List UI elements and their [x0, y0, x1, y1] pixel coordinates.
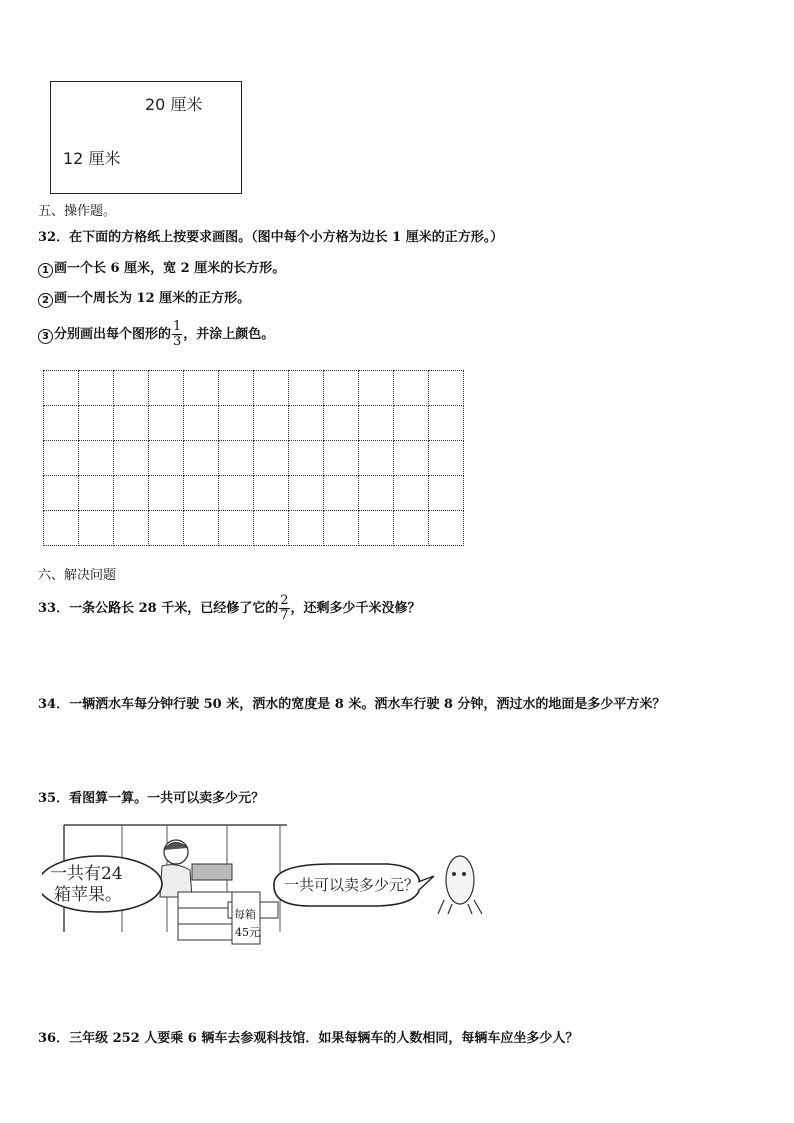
q32-item-3-text-before: 分别画出每个图形的 — [54, 327, 172, 342]
grid-cell[interactable] — [289, 511, 324, 546]
grid-cell[interactable] — [219, 406, 254, 441]
grid-cell[interactable] — [324, 441, 359, 476]
q34: 34．一辆洒水车每分钟行驶 50 米，洒水的宽度是 8 米。洒水车行驶 8 分钟，洒过水的地面是多少平方米？ — [38, 697, 666, 712]
grid-cell[interactable] — [394, 441, 429, 476]
circled-number-3: 3 — [38, 329, 53, 344]
q33-text-after: ，还剩多少千米没修？ — [290, 601, 421, 616]
grid-row — [44, 371, 464, 406]
bubble-right-text: 一共可以卖多少元？ — [284, 876, 420, 894]
grid-cell[interactable] — [149, 476, 184, 511]
bubble-left-line-1: 一共有24 — [50, 864, 123, 884]
section-six-heading: 六、解决问题 — [38, 568, 117, 583]
q33 — [38, 594, 421, 623]
grid-cell[interactable] — [254, 476, 289, 511]
circled-number-1: 1 — [38, 263, 53, 278]
grid-cell[interactable] — [219, 441, 254, 476]
grid-cell[interactable] — [359, 476, 394, 511]
q32-stem: 32．在下面的方格纸上按要求画图。（图中每个小方格为边长 1 厘米的正方形。） — [38, 230, 504, 245]
grid-cell[interactable] — [79, 476, 114, 511]
grid-cell[interactable] — [79, 441, 114, 476]
grid-cell[interactable] — [289, 371, 324, 406]
grid-cell[interactable] — [79, 371, 114, 406]
price-sign-line-1: 每箱 — [234, 908, 256, 921]
q32-item-1 — [38, 261, 285, 278]
q36: 36．三年级 252 人要乘 6 辆车去参观科技馆．如果每辆车的人数相同，每辆车应坐多少人？ — [38, 1031, 579, 1046]
fraction-numerator: 1 — [173, 319, 182, 334]
grid-cell[interactable] — [149, 371, 184, 406]
grid-cell[interactable] — [324, 406, 359, 441]
q32-item-3-text-after: ，并涂上颜色。 — [183, 327, 275, 342]
grid-cell[interactable] — [394, 476, 429, 511]
fraction-denominator: 3 — [173, 334, 182, 349]
section-five-heading: 五、操作题。 — [38, 204, 117, 219]
grid-cell[interactable] — [184, 476, 219, 511]
grid-cell[interactable] — [289, 441, 324, 476]
grid-cell[interactable] — [254, 371, 289, 406]
fraction-two-sevenths — [279, 594, 289, 623]
grid-cell[interactable] — [149, 511, 184, 546]
grid-cell[interactable] — [254, 406, 289, 441]
grid-cell[interactable] — [429, 406, 464, 441]
q32-item-1-text: 画一个长 6 厘米，宽 2 厘米的长方形。 — [54, 261, 286, 276]
grid-paper[interactable] — [43, 370, 473, 550]
grid-cell[interactable] — [429, 476, 464, 511]
grid-cell[interactable] — [114, 511, 149, 546]
grid-cell[interactable] — [289, 476, 324, 511]
grid-row — [44, 441, 464, 476]
grid-cell[interactable] — [114, 406, 149, 441]
price-sign-line-2: 45元 — [235, 926, 260, 939]
grid-cell[interactable] — [184, 371, 219, 406]
q32-item-2 — [38, 291, 250, 308]
grid-row — [44, 511, 464, 546]
grid-cell[interactable] — [44, 371, 79, 406]
grid-cell[interactable] — [429, 441, 464, 476]
grid-cell[interactable] — [324, 371, 359, 406]
grid-cell[interactable] — [359, 511, 394, 546]
grid-cell[interactable] — [114, 476, 149, 511]
grid-cell[interactable] — [219, 476, 254, 511]
rect-length-label: 20 厘米 — [145, 95, 203, 114]
grid-cell[interactable] — [44, 441, 79, 476]
grid-cell[interactable] — [254, 511, 289, 546]
grid-cell[interactable] — [219, 511, 254, 546]
grid-cell[interactable] — [254, 441, 289, 476]
apple-sale-illustration — [42, 822, 487, 952]
fraction-numerator: 2 — [280, 593, 289, 608]
grid-cell[interactable] — [429, 511, 464, 546]
grid-cell[interactable] — [359, 441, 394, 476]
grid-cell[interactable] — [184, 406, 219, 441]
grid-table — [43, 370, 464, 546]
grid-cell[interactable] — [219, 371, 254, 406]
grid-cell[interactable] — [114, 371, 149, 406]
q32-item-3 — [38, 320, 274, 349]
grid-cell[interactable] — [44, 406, 79, 441]
circled-number-2: 2 — [38, 293, 53, 308]
grid-cell[interactable] — [359, 371, 394, 406]
grid-cell[interactable] — [394, 406, 429, 441]
grid-cell[interactable] — [184, 441, 219, 476]
grid-row — [44, 406, 464, 441]
grid-cell[interactable] — [44, 511, 79, 546]
grid-cell[interactable] — [184, 511, 219, 546]
grid-cell[interactable] — [79, 511, 114, 546]
grid-cell[interactable] — [79, 406, 114, 441]
grid-cell[interactable] — [394, 371, 429, 406]
grid-cell[interactable] — [149, 406, 184, 441]
rect-width-label: 12 厘米 — [63, 149, 121, 168]
grid-cell[interactable] — [149, 441, 184, 476]
grid-cell[interactable] — [44, 476, 79, 511]
q32-item-2-text: 画一个周长为 12 厘米的正方形。 — [54, 291, 251, 306]
grid-row — [44, 476, 464, 511]
grid-cell[interactable] — [429, 371, 464, 406]
grid-cell[interactable] — [114, 441, 149, 476]
q35: 35．看图算一算。一共可以卖多少元？ — [38, 791, 265, 806]
bubble-left-line-2: 箱苹果。 — [54, 885, 122, 905]
q33-text-before: 33．一条公路长 28 千米，已经修了它的 — [38, 601, 279, 616]
grid-cell[interactable] — [324, 511, 359, 546]
grid-cell[interactable] — [394, 511, 429, 546]
grid-cell[interactable] — [324, 476, 359, 511]
fraction-denominator: 7 — [280, 608, 289, 623]
grid-cell[interactable] — [289, 406, 324, 441]
grid-cell[interactable] — [359, 406, 394, 441]
fraction-one-third — [172, 320, 182, 349]
